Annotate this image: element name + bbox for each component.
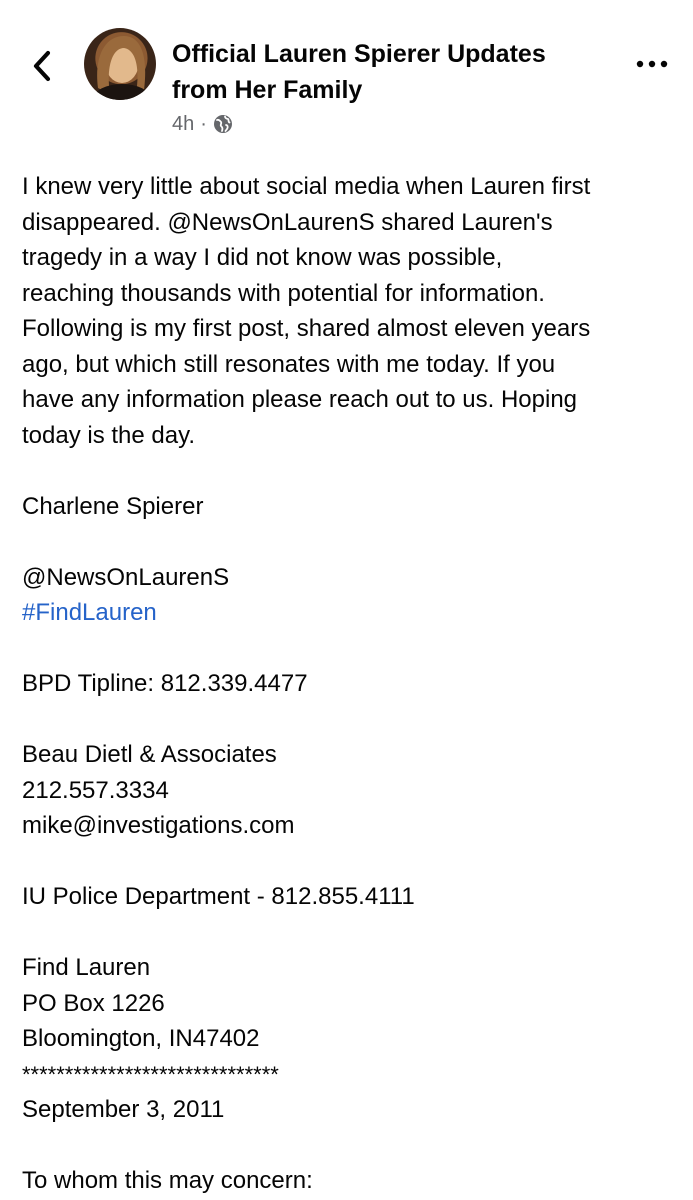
post-text-line: ago, but which still resonates with me today. If you bbox=[22, 350, 556, 378]
post-body bbox=[22, 169, 682, 1199]
letter-date: September 3, 2011 bbox=[22, 1096, 225, 1123]
post-text-line: Following is my first post, shared almost eleven years bbox=[22, 315, 591, 342]
chevron-left-icon bbox=[31, 49, 53, 83]
more-horizontal-icon bbox=[636, 60, 668, 68]
post-header bbox=[0, 0, 693, 150]
blank-line bbox=[22, 631, 682, 667]
back-button[interactable] bbox=[22, 44, 62, 88]
firm-email: mike@investigations.com bbox=[22, 812, 295, 839]
more-options-button[interactable] bbox=[630, 52, 674, 76]
post-text-line: I knew very little about social media when Lauren first bbox=[22, 173, 591, 200]
separator-stars: ****************************** bbox=[22, 1061, 279, 1087]
page-avatar[interactable] bbox=[84, 28, 156, 100]
post-time[interactable]: 4h bbox=[172, 112, 195, 135]
org-name: Find Lauren bbox=[22, 954, 151, 981]
blank-line bbox=[22, 524, 682, 560]
globe-icon bbox=[213, 114, 233, 134]
blank-line bbox=[22, 702, 682, 738]
blank-line bbox=[22, 1128, 682, 1164]
salutation: To whom this may concern: bbox=[22, 1167, 313, 1194]
meta-separator: · bbox=[200, 112, 207, 135]
post-text-line: tragedy in a way I did not know was possible, bbox=[22, 244, 503, 271]
page-title[interactable]: Official Lauren Spierer Updates from Her Family bbox=[172, 40, 546, 104]
hashtag-link[interactable]: #FindLauren bbox=[22, 599, 157, 626]
blank-line bbox=[22, 844, 682, 880]
signature: Charlene Spierer bbox=[22, 492, 204, 520]
firm-name: Beau Dietl & Associates bbox=[22, 741, 277, 768]
po-box: PO Box 1226 bbox=[22, 989, 165, 1017]
post-text-line: disappeared. @NewsOnLaurenS shared Lauren's bbox=[22, 208, 553, 236]
city-zip: Bloomington, IN47402 bbox=[22, 1025, 260, 1052]
avatar-photo bbox=[84, 28, 156, 100]
post-text-line: have any information please reach out to us. Hoping bbox=[22, 386, 578, 413]
firm-phone: 212.557.3334 bbox=[22, 776, 169, 804]
post-text-line: today is the day. bbox=[22, 421, 195, 449]
blank-line bbox=[22, 453, 682, 489]
tipline-text: BPD Tipline: 812.339.4477 bbox=[22, 670, 308, 697]
post-meta bbox=[172, 110, 233, 138]
post-text-line: reaching thousands with potential for information. bbox=[22, 279, 545, 307]
mention-text: @NewsOnLaurenS bbox=[22, 563, 230, 591]
blank-line bbox=[22, 915, 682, 951]
iu-police-text: IU Police Department - 812.855.4111 bbox=[22, 883, 415, 910]
